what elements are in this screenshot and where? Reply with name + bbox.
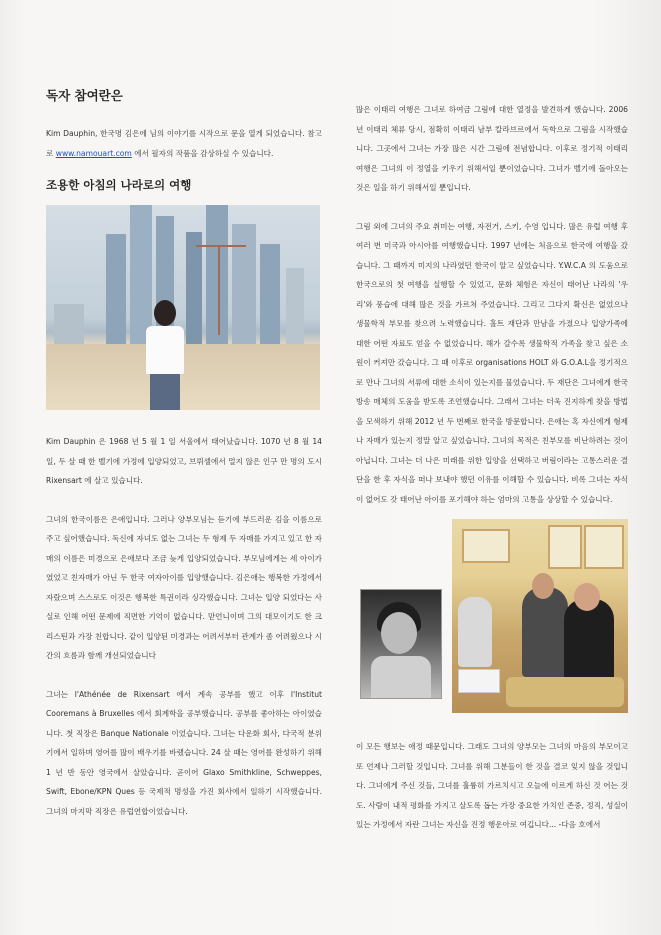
intro-text-before: Kim Dauphin, 한국명 김은에 님의 이야기를 시작으로 문을 열게 되었습니다. 참고로 [46,129,322,158]
left-paragraph-2: 그녀의 한국이름은 은애입니다. 그러나 양부모님는 듣기에 부드러운 김을 이름으로 주고 싶어했습니다. 독신에 자녀도 없는 그녀는 두 형제 두 자매를 가지고 있고 한 자매의 이름은 미경으로 은애보다 조금 늦게 입양되었습니다. 부모님에게는 세 아이가 였었고 친자매가 아닌 두 한국 여자아이를 입양했습니다. 김은애는 행복한 가정에서 자랐으며 스스로도 이것은 행복한 특권이라 싱각했습니다. 그녀는 입양 되었다는 사실로 인해 어떤 문제에 직면한 기억이 없습니다. 맏언니이며 그의 대모이기도 한 크리스틴과 가장 친합니다. 같이 입양된 미경과는 어려서부터 관계가 좀 어려웠으나 시간의 흐름과 함께 개선되었습니다 [46,514,322,660]
right-paragraph-3: 이 모든 행보는 애정 때문입니다. 그래도 그녀의 양부모는 그녀의 마음의 부모이고 또 언제나 그러할 것입니다. 그녀를 위해 그분들이 한 것을 결코 잊지 않을 것입니다. 그녀에게 주신 것들, 그녀를 훌륭히 가르치시고 오늘에 이르게 하신 것 어는 것도. 사람이 내적 평화를 가지고 살도록 돕는 가장 중요한 가치인 존중, 정직, 성실이 있는 가정에서 자란 그녀는 자신을 진정 행운아로 여깁니다... -다음 호에서 [356,742,628,829]
left-paragraph-3: 그녀는 l'Athénée de Rixensart 에서 계속 공부를 했고 이후 l'Institut Cooremans à Bruxelles 에서 회계학을 공부했습니다. 공부를 좋아하는 아이였습니다. 첫 직장은 Banque Nationale 이었습니다. 그녀는 다운화 회사, 다국적 분위기에서 일하며 영어를 많이 배우기를 바랬습니다. 24 살 때는 영어를 완성하기 위해 1 년 반 동안 영국에서 살았습니다. 곧이어 Glaxo Smithkline, Schweppes, Swift, Ebone/KPN Ques 등 국제적 명성을 가진 회사에서 일하기 시작했습니다. 그녀의 마지막 직장은 유럽연합이었습니다. [46,689,322,816]
right-paragraph-1: 많은 이태리 여행은 그녀로 하여금 그림에 대한 열정을 발견하게 했습니다. 2006 년 이태리 체류 당시, 점확히 이태리 남부 칼라브르에서 독학으로 그림을 시작했습니다. 그곳에서 그녀는 가장 많은 시간 그림에 전념합니다. 이후로 정기적 이태리 여행은 그녀의 이 정열을 키우기 위해서일 뿐이었습니다. 그녀가 벨기에 돌아오는 것은 일을 하기 위해서일 뿐입니다. [356,105,628,192]
left-paragraph-1: Kim Dauphin 은 1968 년 5 월 1 일 서울에서 태어났습니다. 1070 년 8 월 14 일, 두 살 때 한 벨기에 가정에 입양되었고, 브뤼셀에서 멀지 않은 인구 만 명의 도시 Rixensart 에 살고 있습니다. [46,437,322,485]
intro-text-after: 에서 필자의 작품을 감상하실 수 있습니다. [131,148,274,158]
section-title: 독자 참여란은 [46,88,123,103]
website-link[interactable]: www.namouart.com [55,148,132,158]
woman-figure [142,300,188,410]
intro-paragraph [46,124,322,163]
left-column [46,86,322,821]
childhood-photo [360,589,442,699]
photo-group [356,519,628,727]
right-column [356,100,628,835]
beach-city-photo [46,205,320,410]
article-title: 조용한 아침의 나라로의 여행 [46,178,192,192]
family-gathering-photo [452,519,628,713]
right-paragraph-2: 그림 외에 그녀의 주요 취미는 여행, 자전거, 스키, 수영 입니다. 많은 유럽 여행 후 여러 번 미국과 아시아를 여행했습니다. 1997 년에는 처음으로 한국에 여행을 갔습니다. 그 때까지 미지의 나라였던 한국이 알고 싶었습니다. Y.W.C.A 의 도움으로 한국으로의 첫 여행을 실행할 수 있었고, 문화 체험은 자신이 태어난 나라의 '우리'와 풍습에 대해 많은 것을 가르쳐 주었습니다. 그리고 그다지 확신은 없었으나 생물학적 부모를 찾으려 노력했습니다. 홀트 재단과 만남을 가졌으나 입양가족에 대한 어떤 자료도 얻을 수 없었습니다. 해가 갈수록 생물학적 가족을 찾고 싶은 소원이 커져만 갔습니다. 그 때 이후로 organisations HOLT 와 G.O.A.L을 정기적으로 만나 그녀의 서류에 대한 소식이 있는지를 물었습니다. 두 재단은 그녀에게 한국 방송 매체의 도움을 받도록 조언했습니다. 그래서 그녀는 더욱 진지하게 찾을 방법을 모색하기 위해 2012 년 두 번째로 한국을 방문합니다. 은애는 혹 자신에게 형제나 자매가 있는지 정말 알고 싶었습니다. 그녀의 목적은 친부모를 비난하려는 것이 아닙니다. 그녀는 더 나은 미래를 위한 입양을 선택하고 버림이라는 고통스러운 결단을 한 후 자식을 떠나 보내야 했던 이유를 이해할 수 있습니다. 비록 그녀는 자식이 없어도 갓 태어난 아이를 포기해야 하는 엄마의 고통을 상상할 수 있습니다. [356,221,629,504]
